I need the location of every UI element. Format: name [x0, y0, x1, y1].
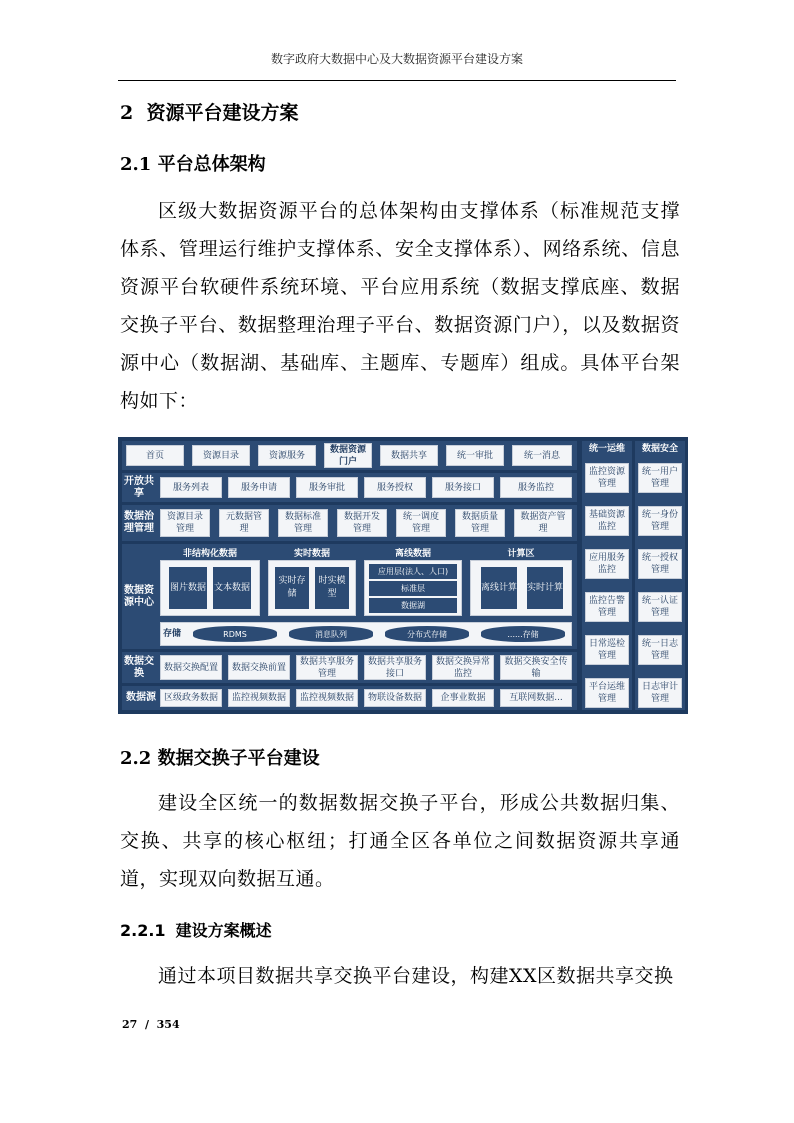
ops-item: 应用服务监控	[585, 549, 629, 579]
portal-item: 统一审批	[446, 445, 504, 466]
governance-item: 数据质量管理	[455, 509, 505, 537]
compute-item: 离线计算	[481, 567, 517, 609]
share-item: 服务接口	[432, 477, 494, 498]
portal-item: 资源服务	[258, 445, 316, 466]
realtime-title: 实时数据	[293, 549, 330, 559]
realtime-panel	[268, 560, 356, 616]
share-item: 服务列表	[160, 477, 222, 498]
share-item: 服务授权	[364, 477, 426, 498]
exchange-item: 数据交换配置	[160, 655, 222, 680]
open-share-row	[122, 473, 577, 502]
section-heading-2-1: 2.1 平台总体架构	[120, 154, 266, 175]
security-item: 统一日志管理	[638, 635, 682, 665]
realtime-item: 时实模型	[315, 567, 349, 609]
storage-label: 存储	[163, 629, 182, 639]
portal-item: 数据共享	[380, 445, 438, 466]
security-item: 统一认证管理	[638, 592, 682, 622]
storage-item: ......存储	[481, 626, 565, 642]
ops-item: 监控告警管理	[585, 592, 629, 622]
ops-column	[582, 441, 632, 710]
governance-item: 资源目录管理	[160, 509, 210, 537]
section-heading-2-2: 2.2 数据交换子平台建设	[120, 748, 320, 769]
governance-row	[122, 505, 577, 541]
security-column	[635, 441, 685, 710]
architecture-diagram	[118, 437, 688, 714]
source-item: 区级政务数据	[160, 689, 222, 707]
sources-label: 数据源	[126, 692, 156, 703]
ops-item: 日常巡检管理	[585, 635, 629, 665]
exchange-item: 数据交换前置	[228, 655, 290, 680]
storage-item: 消息队列	[289, 626, 373, 642]
offline-title: 离线数据	[394, 549, 431, 559]
offline-panel	[364, 560, 462, 616]
page-header: 数字政府大数据中心及大数据资源平台建设方案	[270, 52, 523, 66]
paragraph-overview: 通过本项目数据共享交换平台建设，构建XX区数据共享交换	[158, 965, 674, 987]
source-item: 监控视频数据	[228, 689, 290, 707]
section-heading-2-2-1	[120, 918, 272, 941]
ops-title: 统一运维	[588, 444, 625, 454]
page-number: 27 / 354	[122, 1018, 180, 1031]
header-rule	[118, 80, 676, 81]
security-item: 日志审计管理	[638, 678, 682, 708]
source-item: 物联设备数据	[364, 689, 426, 707]
offline-item: 标准层	[369, 581, 457, 596]
security-item: 统一用户管理	[638, 463, 682, 493]
portal-item: 首页	[126, 445, 184, 466]
heading-number: 2.2.1	[120, 921, 166, 940]
security-title: 数据安全	[641, 444, 678, 454]
exchange-row	[122, 652, 577, 683]
unstructured-item: 文本数据	[213, 567, 251, 609]
sources-row	[122, 686, 577, 710]
exchange-item: 数据共享服务接口	[364, 655, 426, 680]
exchange-label: 数据交换	[124, 655, 154, 679]
compute-item: 实时计算	[527, 567, 563, 609]
offline-item: 数据湖	[369, 598, 457, 613]
governance-item: 元数据管理	[219, 509, 269, 537]
unstructured-item: 图片数据	[169, 567, 207, 609]
share-item: 服务审批	[296, 477, 358, 498]
storage-panel	[160, 622, 572, 646]
source-item: 互联网数据...	[500, 689, 572, 707]
unstructured-panel	[160, 560, 260, 616]
unstructured-title: 非结构化数据	[182, 549, 237, 559]
exchange-item: 数据共享服务管理	[296, 655, 358, 680]
share-item: 服务申请	[228, 477, 290, 498]
governance-item: 统一调度管理	[396, 509, 446, 537]
heading-text: 建设方案概述	[175, 921, 272, 940]
ops-item: 监控资源管理	[585, 463, 629, 493]
security-item: 统一身份管理	[638, 506, 682, 536]
ops-item: 基础资源监控	[585, 506, 629, 536]
compute-title: 计算区	[507, 549, 535, 559]
share-item: 服务监控	[500, 477, 572, 498]
paragraph-exchange: 建设全区统一的数据数据交换子平台，形成公共数据归集、交换、共享的核心枢纽；打通全区各单位之间数据资源共享通道，实现双向数据互通。	[120, 792, 680, 890]
source-item: 监控视频数据	[296, 689, 358, 707]
data-center-row	[122, 544, 577, 649]
exchange-item: 数据交换异常监控	[432, 655, 494, 680]
governance-item: 数据标准管理	[278, 509, 328, 537]
portal-item: 数据资源门户	[324, 443, 372, 468]
exchange-item: 数据交换安全传输	[500, 655, 572, 680]
section-heading-2: 2 资源平台建设方案	[120, 102, 299, 124]
realtime-item: 实时存储	[275, 567, 309, 609]
storage-item: 分布式存储	[385, 626, 469, 642]
compute-panel	[470, 560, 572, 616]
portal-item: 资源目录	[192, 445, 250, 466]
governance-label: 数据治理管理	[124, 511, 154, 534]
portal-row	[122, 441, 577, 470]
source-item: 企事业数据	[432, 689, 494, 707]
paragraph-architecture: 区级大数据资源平台的总体架构由支撑体系（标准规范支撑体系、管理运行维护支撑体系、安全支撑体系）、网络系统、信息资源平台软硬件系统环境、平台应用系统（数据支撑底座、数据交换子平台、数据整理治理子平台、数据资源门户），以及数据资源中心（数据湖、基础库、主题库、专题库）组成。具体平台架构如下：	[120, 200, 680, 412]
portal-item: 统一消息	[512, 445, 572, 466]
offline-item: 应用层(法人、人口)	[369, 564, 457, 579]
governance-item: 数据资产管理	[514, 509, 572, 537]
storage-item: RDMS	[193, 626, 277, 642]
data-center-label: 数据资源中心	[124, 584, 154, 608]
governance-item: 数据开发管理	[337, 509, 387, 537]
ops-item: 平台运维管理	[585, 678, 629, 708]
open-share-label: 开放共享	[124, 475, 154, 499]
security-item: 统一授权管理	[638, 549, 682, 579]
